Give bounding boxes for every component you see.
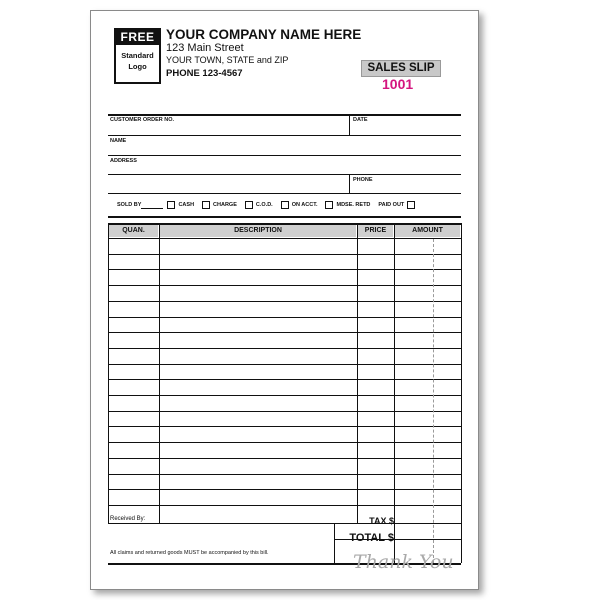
table-bottom-rule bbox=[108, 523, 461, 524]
sold-by-label: SOLD BY bbox=[117, 202, 142, 208]
table-top-rule bbox=[108, 223, 461, 225]
phone-divider bbox=[349, 174, 350, 193]
table-row[interactable] bbox=[108, 489, 461, 490]
cod-option[interactable] bbox=[245, 201, 273, 209]
table-row[interactable] bbox=[108, 379, 461, 380]
company-street: 123 Main Street bbox=[166, 42, 244, 54]
phone-label: PHONE bbox=[353, 177, 373, 183]
standard-logo bbox=[114, 28, 161, 84]
total-label: TOTAL $ bbox=[349, 532, 394, 544]
logo-free-label: FREE bbox=[116, 30, 159, 45]
address-field-2[interactable] bbox=[108, 193, 461, 194]
received-by-label: Received By: bbox=[110, 516, 146, 522]
paid-out-option[interactable] bbox=[378, 201, 415, 209]
table-row[interactable] bbox=[108, 254, 461, 255]
checkbox-icon[interactable] bbox=[202, 201, 210, 209]
claims-notice: All claims and returned goods MUST be accompanied by this bill. bbox=[110, 550, 269, 556]
paid-out-option-label: PAID OUT bbox=[378, 202, 405, 208]
table-row[interactable] bbox=[108, 348, 461, 349]
company-town: YOUR TOWN, STATE and ZIP bbox=[166, 55, 289, 65]
quan-column-divider bbox=[159, 223, 160, 523]
amount-header: AMOUNT bbox=[395, 225, 460, 237]
checkbox-icon[interactable] bbox=[281, 201, 289, 209]
company-phone: PHONE 123-4567 bbox=[166, 68, 243, 79]
table-row[interactable] bbox=[108, 301, 461, 302]
table-row[interactable] bbox=[108, 395, 461, 396]
logo-line-2: Logo bbox=[128, 62, 147, 71]
address-field[interactable] bbox=[108, 174, 461, 175]
table-row[interactable] bbox=[108, 411, 461, 412]
sold-row-rule bbox=[108, 216, 461, 218]
table-row[interactable] bbox=[108, 364, 461, 365]
company-name: YOUR COMPANY NAME HERE bbox=[166, 27, 362, 42]
on-account-option[interactable] bbox=[281, 201, 318, 209]
charge-option[interactable] bbox=[202, 201, 237, 209]
price-header: PRICE bbox=[358, 225, 393, 237]
table-row[interactable] bbox=[108, 317, 461, 318]
sales-slip-form bbox=[90, 10, 479, 590]
table-right-border bbox=[461, 223, 462, 563]
amount-cents-divider bbox=[433, 239, 434, 563]
table-row[interactable] bbox=[108, 426, 461, 427]
price-column-divider bbox=[394, 223, 395, 563]
table-header-rule bbox=[108, 238, 461, 239]
checkbox-icon[interactable] bbox=[407, 201, 415, 209]
cod-option-label: C.O.D. bbox=[255, 202, 273, 208]
name-field[interactable] bbox=[108, 155, 461, 156]
table-left-border bbox=[108, 223, 109, 523]
date-label: DATE bbox=[353, 117, 368, 123]
cash-option[interactable] bbox=[167, 201, 194, 209]
sold-by-field[interactable] bbox=[141, 202, 163, 209]
description-header: DESCRIPTION bbox=[160, 225, 356, 237]
address-label: ADDRESS bbox=[110, 158, 137, 164]
merchandise-returned-option[interactable] bbox=[325, 201, 370, 209]
description-column-divider bbox=[357, 223, 358, 523]
cash-option-label: CASH bbox=[178, 202, 195, 208]
checkbox-icon[interactable] bbox=[245, 201, 253, 209]
sold-by-row bbox=[117, 200, 423, 210]
merchandise-returned-option-label: MDSE. RETD bbox=[336, 202, 371, 208]
name-label: NAME bbox=[110, 138, 127, 144]
table-row[interactable] bbox=[108, 458, 461, 459]
fields-top-rule bbox=[108, 114, 461, 116]
table-row[interactable] bbox=[108, 332, 461, 333]
table-row[interactable] bbox=[108, 285, 461, 286]
date-divider bbox=[349, 115, 350, 135]
table-row[interactable] bbox=[108, 442, 461, 443]
customer-order-label: CUSTOMER ORDER NO. bbox=[110, 117, 175, 123]
slip-number: 1001 bbox=[382, 76, 414, 92]
quan-header: QUAN. bbox=[109, 225, 158, 237]
thank-you-text: Thank You bbox=[353, 551, 454, 573]
table-row[interactable] bbox=[108, 505, 461, 506]
checkbox-icon[interactable] bbox=[167, 201, 175, 209]
charge-option-label: CHARGE bbox=[213, 202, 237, 208]
customer-order-field[interactable] bbox=[108, 135, 461, 136]
table-row[interactable] bbox=[108, 474, 461, 475]
sales-slip-title: SALES SLIP bbox=[361, 60, 441, 77]
logo-line-1: Standard bbox=[121, 51, 154, 60]
checkbox-icon[interactable] bbox=[325, 201, 333, 209]
tax-label: TAX $ bbox=[369, 516, 394, 526]
table-row[interactable] bbox=[108, 269, 461, 270]
on-account-option-label: ON ACCT. bbox=[291, 202, 318, 208]
